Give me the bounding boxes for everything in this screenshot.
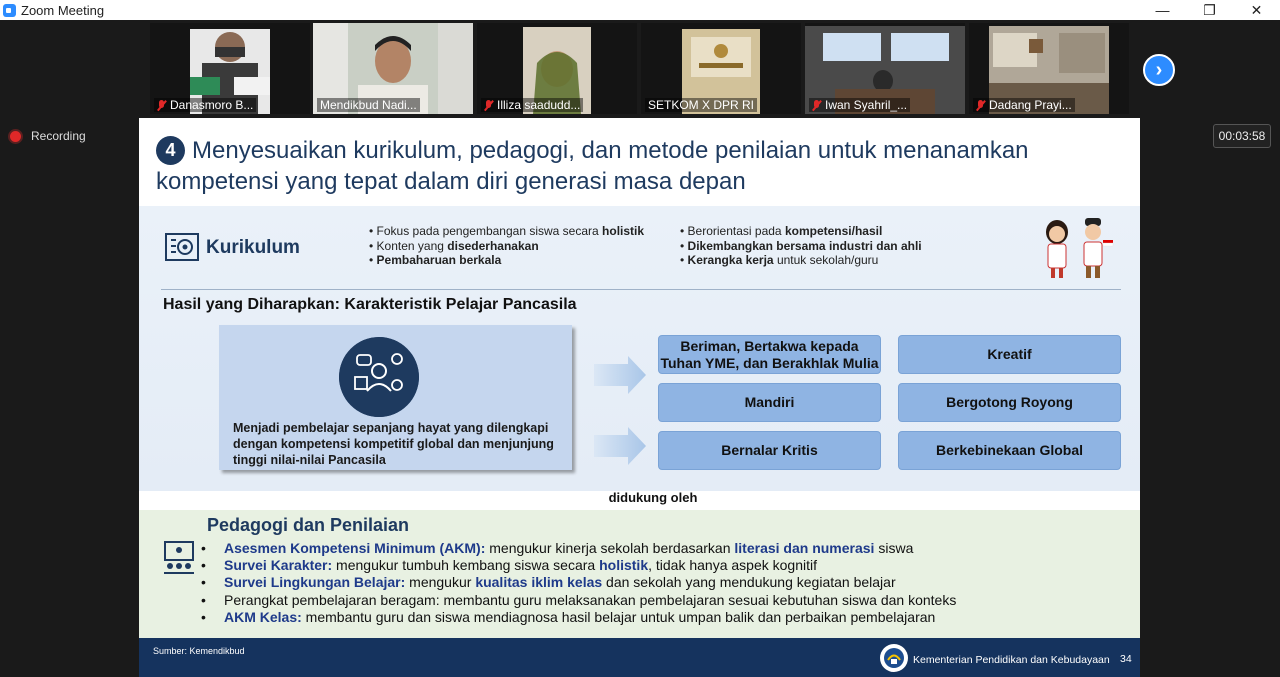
students-illustration: [1035, 212, 1117, 282]
list-item: • Kerangka kerja untuk sekolah/guru: [680, 253, 922, 268]
slide-title: 4 Menyesuaikan kurikulum, pedagogi, dan metode penilaian untuk menanamkan kompetensi yang tepat dalam diri generasi masa depan: [156, 137, 1029, 195]
window-title: Zoom Meeting: [21, 2, 105, 18]
outcome-card: [219, 325, 572, 470]
list-item: • Perangkat pembelajaran beragam: membantu guru melaksanakan pembelajaran sesuai kebutuhan siswa dan konteks: [199, 592, 956, 609]
source-note: Sumber: Kemendikbud: [153, 646, 245, 656]
profile-box-bernalar-kritis: Bernalar Kritis: [658, 431, 881, 470]
list-item: • AKM Kelas: membantu guru dan siswa mendiagnosa hasil belajar untuk umpan balik dan perbaikan pembelajaran: [199, 609, 956, 626]
ministry-name: Kementerian Pendidikan dan Kebudayaan: [913, 654, 1110, 666]
list-item: • Survei Lingkungan Belajar: mengukur kualitas iklim kelas dan sekolah yang mendukung kegiatan belajar: [199, 574, 956, 591]
profile-box-berkebinekaan: Berkebinekaan Global: [898, 431, 1121, 470]
shared-slide: [139, 118, 1140, 677]
close-button[interactable]: ✕: [1250, 1, 1263, 18]
meeting-timer: 00:03:58: [1213, 124, 1271, 148]
list-item: • Fokus pada pengembangan siswa secara holistik: [369, 224, 644, 239]
restore-button[interactable]: ❐: [1203, 1, 1216, 18]
profile-box-gotong-royong: Bergotong Royong: [898, 383, 1121, 422]
minimize-button[interactable]: —: [1155, 2, 1170, 18]
participant-tile[interactable]: [805, 23, 965, 114]
participant-name: SETKOM X DPR RI: [645, 98, 757, 112]
participant-name: Mendikbud Nadi...: [317, 98, 420, 112]
participant-name: Iwan Syahril_...: [809, 98, 910, 112]
participant-tile[interactable]: [477, 23, 637, 114]
slide-page-number: 34: [1120, 653, 1132, 665]
participant-strip: [0, 20, 1280, 116]
profile-box-kreatif: Kreatif: [898, 335, 1121, 374]
participant-name: Dadang Prayi...: [973, 98, 1075, 112]
list-item: • Dikembangkan bersama industri dan ahli: [680, 239, 922, 254]
record-dot-icon: [10, 131, 21, 142]
participant-name: Illiza saadudd...: [481, 98, 583, 112]
pedagogi-heading: Pedagogi dan Penilaian: [207, 515, 410, 535]
recording-indicator[interactable]: [10, 129, 86, 143]
section-divider: [161, 289, 1121, 290]
kurikulum-heading: Kurikulum: [206, 237, 300, 258]
learner-people-icon: [339, 337, 419, 417]
didukung-label: didukung oleh: [608, 490, 698, 505]
window-titlebar: [0, 0, 1280, 20]
kurikulum-bullets-left: [369, 224, 644, 268]
mic-muted-icon: [812, 100, 821, 111]
list-item: • Berorientasi pada kompetensi/hasil: [680, 224, 922, 239]
profile-box-beriman: Beriman, Bertakwa kepada Tuhan YME, dan Berakhlak Mulia: [658, 335, 881, 374]
profile-box-mandiri: Mandiri: [658, 383, 881, 422]
arrow-right-icon: [594, 427, 646, 465]
slide-number-badge: 4: [156, 136, 185, 165]
kemendikbud-logo-icon: [880, 644, 908, 672]
hasil-heading: Hasil yang Diharapkan: Karakteristik Pelajar Pancasila: [163, 296, 577, 313]
list-item: • Konten yang disederhanakan: [369, 239, 644, 254]
mic-muted-icon: [157, 100, 166, 111]
outcome-text: Menjadi pembelajar sepanjang hayat yang dilengkapi dengan kompetensi kompetitif global dan menjunjung tinggi nilai-nilai Pancasila: [233, 421, 554, 467]
classroom-icon: [162, 540, 196, 576]
recording-label: Recording: [31, 129, 86, 143]
kurikulum-bullets-right: [680, 224, 922, 268]
list-item: • Asesmen Kompetensi Minimum (AKM): mengukur kinerja sekolah berdasarkan literasi dan numerasi siswa: [199, 540, 956, 557]
list-item: • Pembaharuan berkala: [369, 253, 644, 268]
participant-tile-active-speaker[interactable]: [313, 23, 473, 114]
pedagogi-list: [199, 540, 956, 626]
participant-tile[interactable]: [641, 23, 801, 114]
zoom-logo-icon: [3, 4, 16, 17]
mic-muted-icon: [484, 100, 493, 111]
mic-muted-icon: [976, 100, 985, 111]
arrow-right-icon: [594, 356, 646, 394]
curriculum-gear-icon: [165, 230, 199, 264]
participant-name: Danasmoro B...: [154, 98, 256, 112]
next-participants-button[interactable]: ›: [1143, 54, 1175, 86]
participant-tile[interactable]: [150, 23, 310, 114]
participant-tile[interactable]: [969, 23, 1129, 114]
list-item: • Survei Karakter: mengukur tumbuh kembang siswa secara holistik, tidak hanya aspek kognitif: [199, 557, 956, 574]
